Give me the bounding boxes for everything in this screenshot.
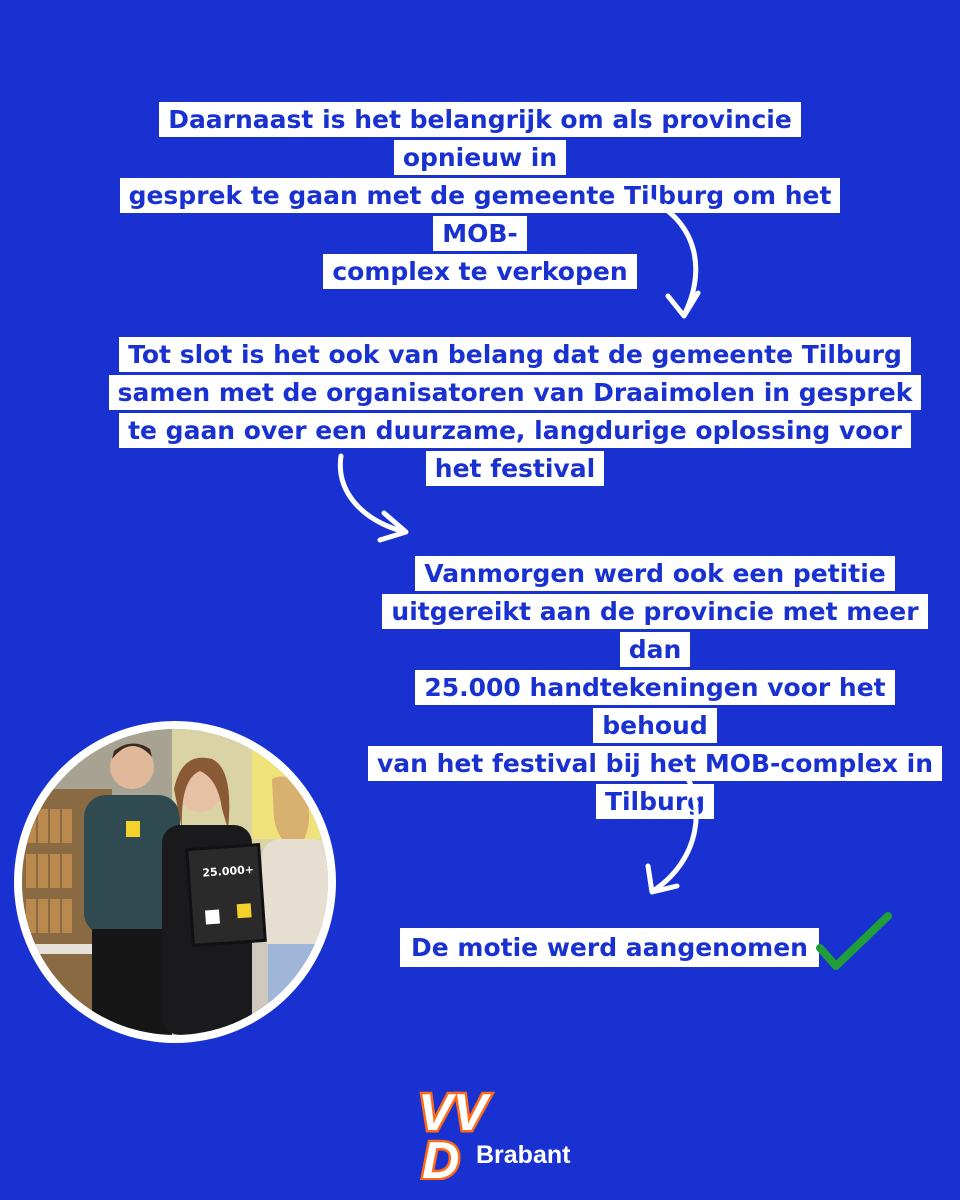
logo-region-label: Brabant — [476, 1141, 571, 1169]
step-3-line-3: 25.000 handtekeningen voor het behoud — [415, 670, 894, 743]
step-3-line-4: van het festival bij het MOB-complex in — [368, 746, 942, 781]
step-3-line-5: Tilburg — [596, 784, 714, 819]
arrow-1-icon — [652, 201, 698, 316]
arrow-2-icon — [340, 456, 406, 540]
logo-letter-d: D — [422, 1132, 460, 1180]
step-1-line-3: complex te verkopen — [323, 254, 636, 289]
step-1-line-1: Daarnaast is het belangrijk om als provincie opnieuw in — [159, 102, 801, 175]
step-3-line-2: uitgereikt aan de provincie met meer dan — [382, 594, 927, 667]
photo-frame — [14, 721, 336, 1043]
step-2-line-3: te gaan over een duurzame, langdurige oplossing voor — [119, 413, 911, 448]
petition-photo-illustration — [22, 729, 328, 1035]
step-2-line-1: Tot slot is het ook van belang dat de gemeente Tilburg — [119, 337, 911, 372]
petition-photo — [22, 729, 328, 1035]
step-3-line-1: Vanmorgen werd ook een petitie — [415, 556, 894, 591]
step-1-line-2: gesprek te gaan met de gemeente Tilburg om het MOB- — [120, 178, 841, 251]
logo-letters-vv: VV — [418, 1084, 488, 1142]
step-2-line-4: het festival — [426, 451, 604, 486]
step-4-line-1: De motie werd aangenomen — [400, 928, 819, 967]
step-2-line-2: samen met de organisatoren van Draaimolen in gesprek — [109, 375, 922, 410]
arrow-3-icon — [648, 768, 696, 892]
checkmark-icon — [820, 916, 888, 966]
sign-headline: 25.000+ — [201, 863, 255, 880]
